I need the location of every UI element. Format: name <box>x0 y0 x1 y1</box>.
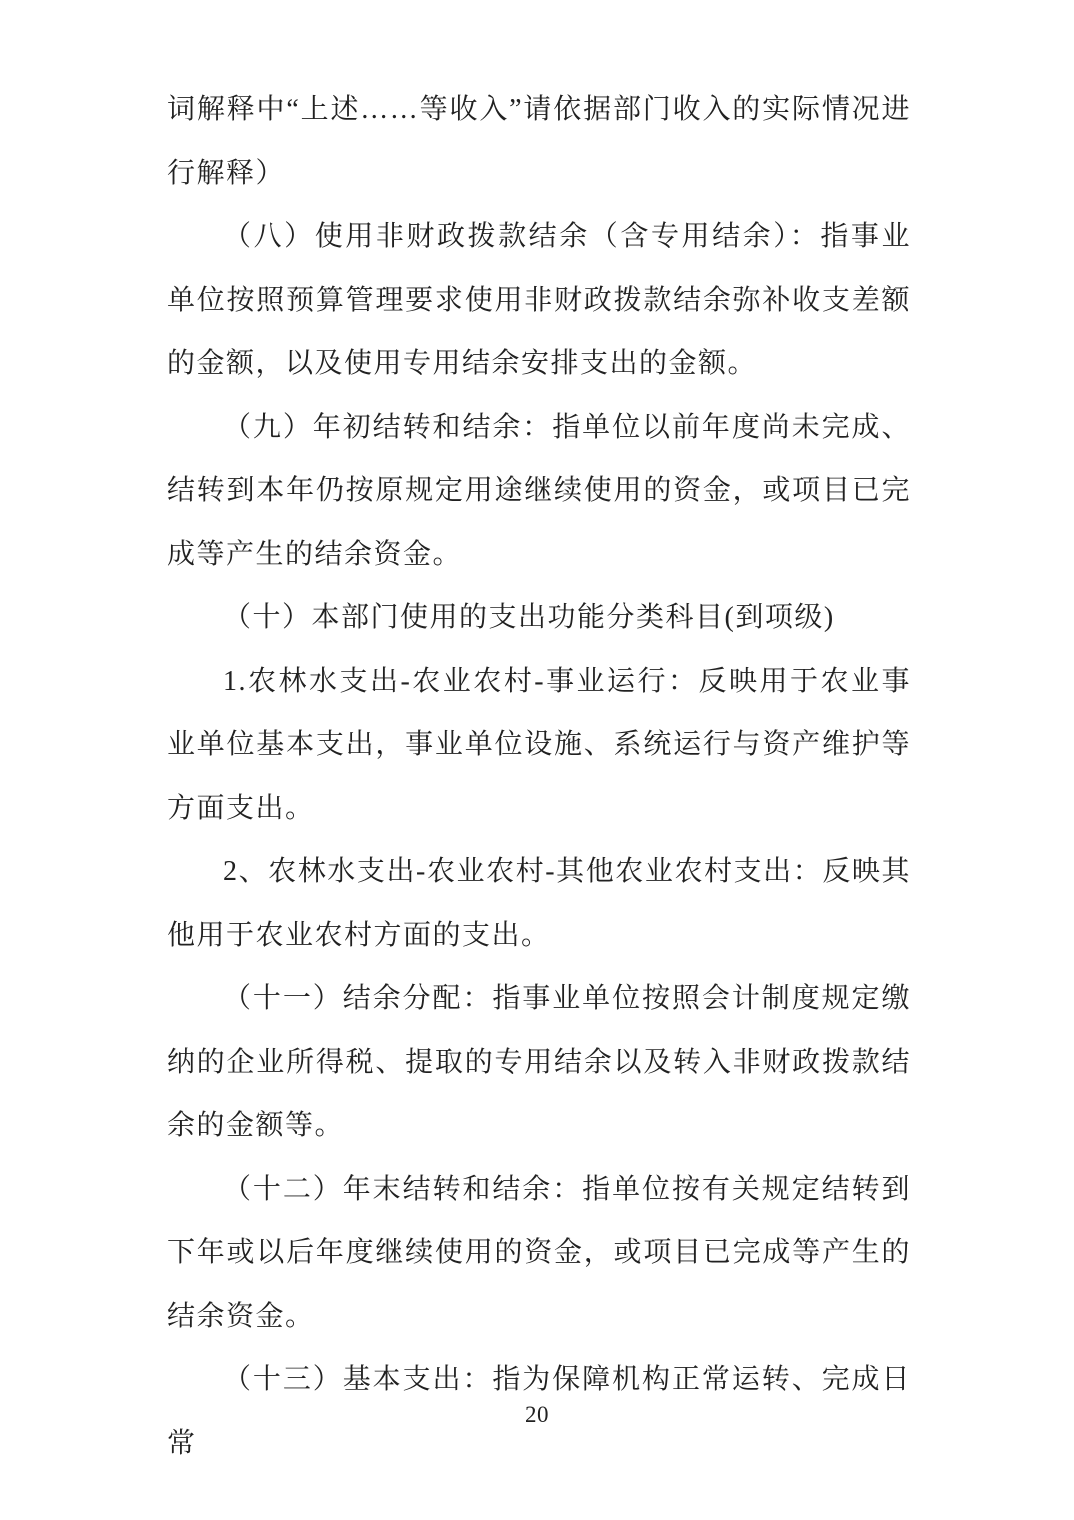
paragraph-term-8: （八）使用非财政拨款结余（含专用结余）：指事业单位按照预算管理要求使用非财政拨款结余弥补收支差额的金额，以及使用专用结余安排支出的金额。 <box>167 221 911 379</box>
paragraph-intro-continuation: 词解释中“上述……等收入”请依据部门收入的实际情况进行解释） <box>167 94 911 189</box>
paragraph-term-13: （十三）基本支出：指为保障机构正常运转、完成日常 <box>167 1364 911 1459</box>
paragraph-term-9: （九）年初结转和结余：指单位以前年度尚未完成、结转到本年仍按原规定用途继续使用的资金，或项目已完成等产生的结余资金。 <box>167 411 911 570</box>
page-number: 20 <box>525 1402 549 1427</box>
paragraph-term-10-item-2: 2、农林水支出-农业农村-其他农业农村支出：反映其他用于农业农村方面的支出。 <box>167 856 911 951</box>
paragraph-term-10: （十）本部门使用的支出功能分类科目(到项级) <box>223 602 835 633</box>
paragraph-term-11: （十一）结余分配：指事业单位按照会计制度规定缴纳的企业所得税、提取的专用结余以及转入非财政拨款结余的金额等。 <box>167 983 911 1141</box>
paragraph-term-10-item-1: 1.农林水支出-农业农村-事业运行：反映用于农业事业单位基本支出，事业单位设施、系统运行与资产维护等方面支出。 <box>167 665 911 824</box>
paragraph-term-12: （十二）年末结转和结余：指单位按有关规定结转到下年或以后年度继续使用的资金，或项目已完成等产生的结余资金。 <box>167 1173 911 1332</box>
document-body <box>167 78 911 1475</box>
